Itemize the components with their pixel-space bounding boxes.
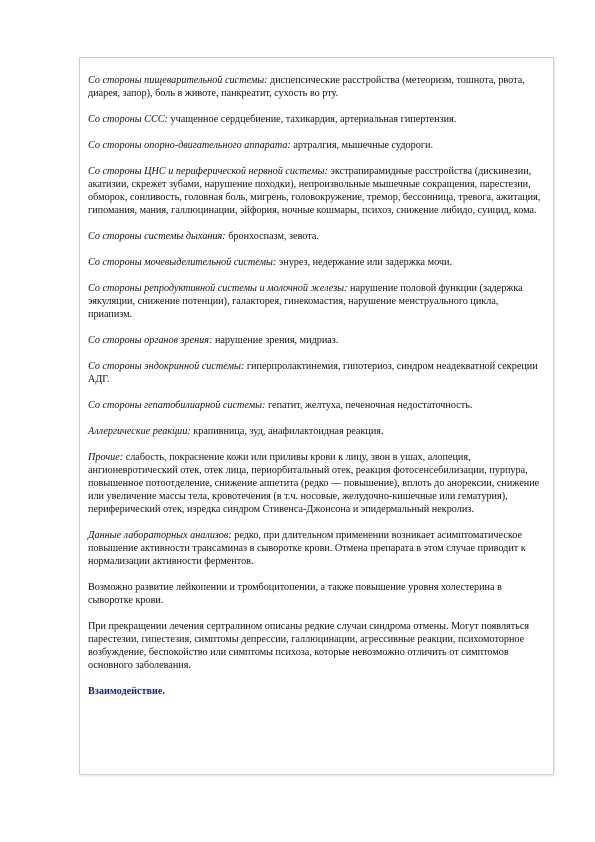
section-text: энурез, недержание или задержка мочи.: [276, 257, 453, 268]
section-label: Со стороны системы дыхания:: [88, 231, 226, 242]
section-text: бронхоспазм, зевота.: [225, 231, 319, 242]
section-label: Со стороны гепатобилиарной системы:: [88, 400, 266, 411]
document-content: [88, 74, 544, 711]
section-text: диспепсические расстройства (метеоризм, тошнота, рвота, диарея, запор), боль в животе, панкреатит, сухость во рту.: [88, 75, 525, 99]
section-text: редко, при длительном применении возникает асимптоматическое повышение активности трансаминаз в сыворотке крови. Отмена препарата в этом случае приводит к нормализации активности ферментов.: [88, 530, 526, 567]
section-allergic: [88, 425, 544, 438]
section-text: нарушение зрения, мидриаз.: [212, 335, 339, 346]
section-label: Со стороны ЦНС и периферической нервной системы:: [88, 166, 328, 177]
section-text: нарушение половой функции (задержка эякуляции, снижение потенции), галакторея, гинекомастия, нарушение менструального цикла, приапизм.: [88, 283, 523, 320]
section-label: Данные лабораторных анализов:: [88, 530, 232, 541]
section-cardiovascular: [88, 113, 544, 126]
interaction-heading: Взаимодействие.: [88, 686, 165, 697]
section-label: Со стороны эндокринной системы:: [88, 361, 245, 372]
section-label: Со стороны мочевыделительной системы:: [88, 257, 277, 268]
section-endocrine: [88, 360, 544, 386]
paragraph-leukopenia: Возможно развитие лейкопении и тромбоцитопении, а также повышение уровня холестерина в сыворотке крови.: [88, 582, 502, 606]
section-label: Со стороны пищеварительной системы:: [88, 75, 268, 86]
section-label: Со стороны репродуктивной системы и молочной железы:: [88, 283, 348, 294]
section-label: Аллергические реакции:: [88, 426, 191, 437]
section-label: Со стороны ССС:: [88, 114, 168, 125]
section-other: [88, 451, 544, 516]
section-text: артралгия, мышечные судороги.: [290, 140, 434, 151]
section-lab-data: [88, 529, 544, 568]
section-text: слабость, покраснение кожи или приливы крови к лицу, звон в ушах, алопеция, ангионевротический отек, отек лица, периорбитальный отек, реакция фотосенсебилизации, пурпура, повышенное потоотделение, снижение аппетита (редко — повышение), вплоть до анорексии, снижение или увеличение массы тела, кровотечения (в т.ч. носовые, желудочно-кишечные или гематурия), периферический отек, изредка синдром Стивенса-Джонсона и эпидермальный некролиз.: [88, 452, 540, 515]
section-musculoskeletal: [88, 139, 544, 152]
section-reproductive: [88, 282, 544, 321]
section-text: крапивница, зуд, анафилактоидная реакция.: [190, 426, 384, 437]
section-label: Прочие:: [88, 452, 124, 463]
paragraph-withdrawal: При прекращении лечения сертралином описаны редкие случаи синдрома отмены. Могут появляться парестезии, гипестезия, симптомы депрессии, галлюцинации, агрессивные реакции, психомоторное возбуждение, беспокойство или симптомы психоза, которые невозможно отличить от симптомов основного заболевания.: [88, 621, 530, 671]
section-text: гепатит, желтуха, печеночная недостаточность.: [265, 400, 473, 411]
section-respiratory: [88, 230, 544, 243]
section-digestive: [88, 74, 544, 100]
section-text: экстрапирамидные расстройства (дискинезии, акатизии, скрежет зубами, нарушение походки), непроизвольные мышечные сокращения, парестезии, обморок, сонливость, головная боль, мигрень, головокружение, тремор, бессонница, тревога, ажитация, гипомания, мания, галлюцинации, эйфория, ночные кошмары, психоз, снижение либидо, суицид, кома.: [88, 166, 541, 216]
section-label: Со стороны органов зрения:: [88, 335, 213, 346]
section-urinary: [88, 256, 544, 269]
section-vision: [88, 334, 544, 347]
section-label: Со стороны опорно-двигательного аппарата:: [88, 140, 291, 151]
section-text: учащенное сердцебиение, тахикардия, артериальная гипертензия.: [167, 114, 457, 125]
section-nervous: [88, 165, 544, 217]
section-text: гиперпролактинемия, гипотериоз, синдром неадекватной секреции АДГ.: [88, 361, 538, 385]
document-frame: [79, 57, 554, 775]
section-hepatobiliary: [88, 399, 544, 412]
